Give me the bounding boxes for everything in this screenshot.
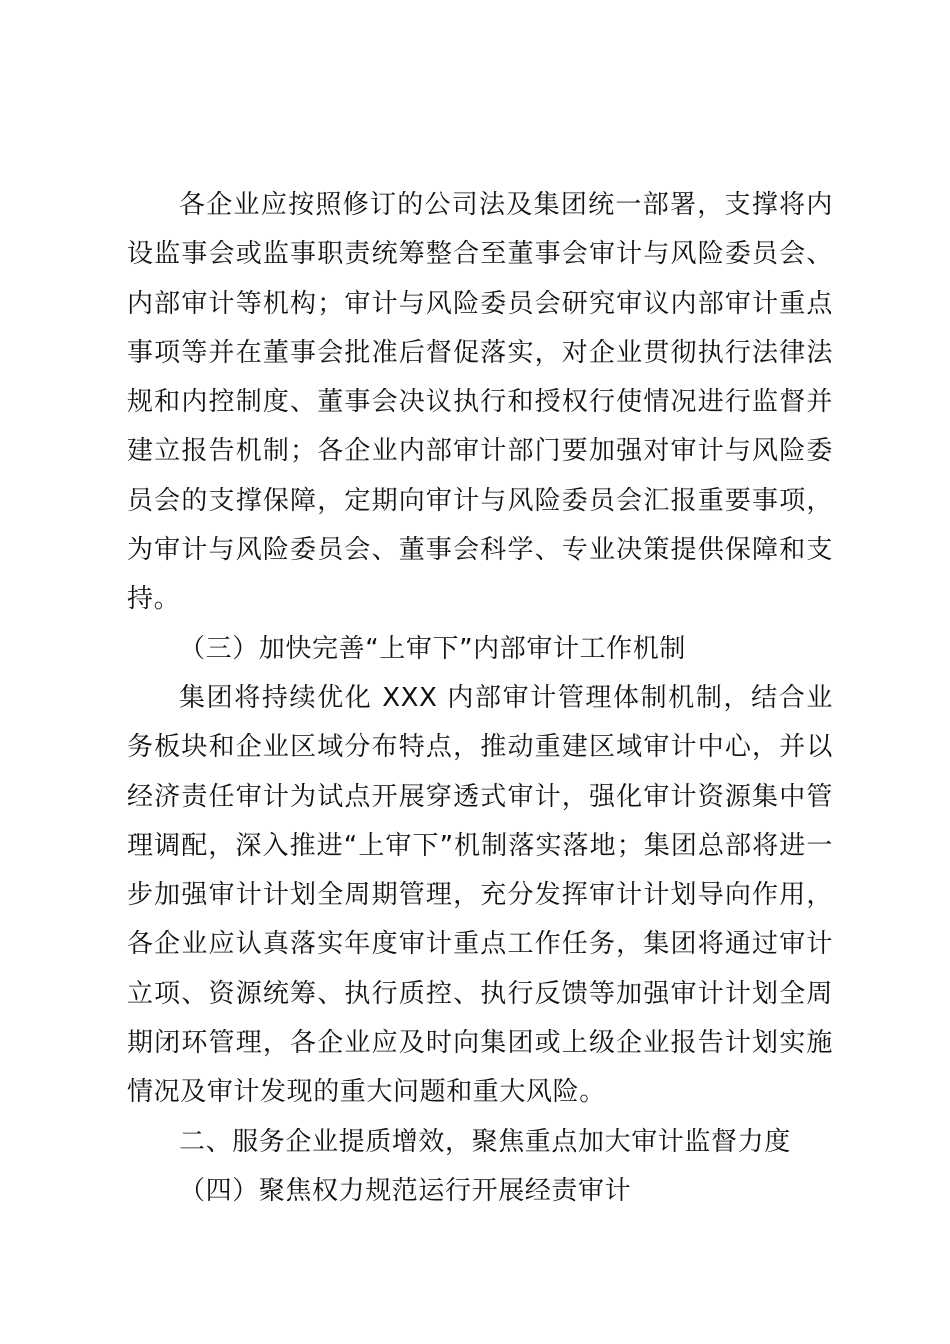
document-body — [127, 181, 833, 1216]
paragraph-supervisory-integration: 各企业应按照修订的公司法及集团统一部署，支撑将内设监事会或监事职责统筹整合至董事会审计与风险委员会、内部审计等机构；审计与风险委员会研究审议内部审计重点事项等并在董事会批准后督促落实，对企业贯彻执行法律法规和内控制度、董事会决议执行和授权行使情况进行监督并建立报告机制；各企业内部审计部门要加强对审计与风险委员会的支撑保障，定期向审计与风险委员会汇报重要事项，为审计与风险委员会、董事会科学、专业决策提供保障和支持。 — [127, 190, 833, 615]
section-heading-3: （三）加快完善“上审下”内部审计工作机制 — [179, 633, 686, 664]
paragraph-audit-mechanism: 集团将持续优化 XXX 内部审计管理体制机制，结合业务板块和企业区域分布特点，推动重建区域审计中心，并以经济责任审计为试点开展穿透式审计，强化审计资源集中管理调配，深入推进“上审下”机制落实落地；集团总部将进一步加强审计计划全周期管理，充分发挥审计计划导向作用，各企业应认真落实年度审计重点工作任务，集团将通过审计立项、资源统筹、执行质控、执行反馈等加强审计计划全周期闭环管理，各企业应及时向集团或上级企业报告计划实施情况及审计发现的重大问题和重大风险。 — [127, 682, 833, 1108]
section-heading-4: （四）聚焦权力规范运行开展经责审计 — [179, 1175, 632, 1206]
chapter-heading-2: 二、服务企业提质增效，聚焦重点加大审计监督力度 — [179, 1126, 791, 1157]
